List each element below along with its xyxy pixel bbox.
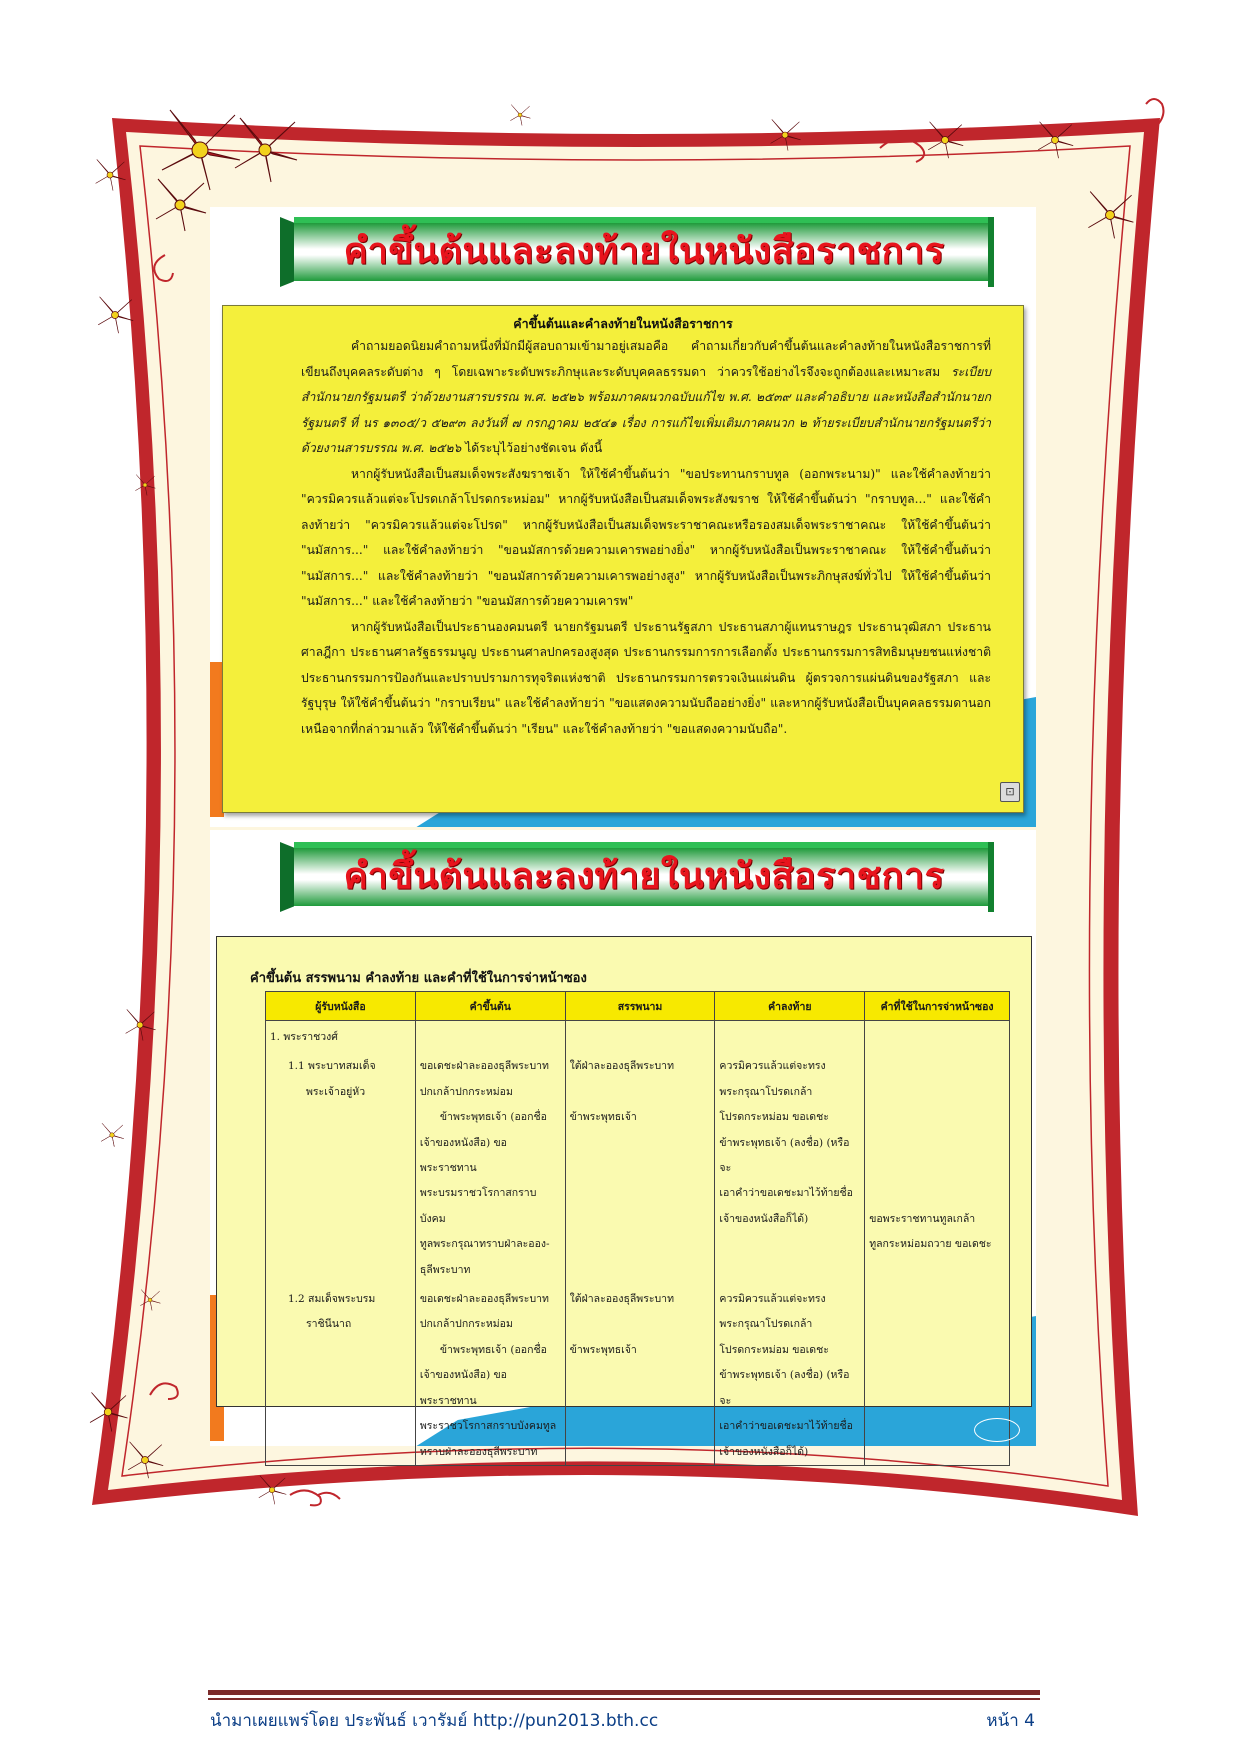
slide-nav-circle-icon[interactable] (974, 1418, 1020, 1442)
row-1-recipient: 1.1 พระบาทสมเด็จ พระเจ้าอยู่หัว (266, 1050, 416, 1283)
paragraph-2-text: หากผู้รับหนังสือเป็นสมเด็จพระสังฆราชเจ้า ให้ใช้คำขึ้นต้นว่า "ขอประทานกราบทูล (ออกพระนาม)" และใช้คำลงท้ายว่า "ควรมิควรแล้วแต่จะโปรดเกล้าโปรดกระหม่อม" หากผู้รับหนังสือเป็นสมเด็จพระสังฆราช ให้ใช้คำขึ้นต้นว่า "กราบทูล..." และใช้คำลงท้ายว่า "ควรมิควรแล้วแต่จะโปรด" หากผู้รับหนังสือเป็นสมเด็จพระราชาคณะหรือรองสมเด็จพระราชาคณะ ให้ใช้คำขึ้นต้นว่า "นมัสการ..." และใช้คำลงท้ายว่า "ขอนมัสการด้วยความเคารพอย่างยิ่ง" หากผู้รับหนังสือเป็นพระราชาคณะ ให้ใช้คำขึ้นต้นว่า "นมัสการ..." และใช้คำลงท้ายว่า "ขอนมัสการด้วยความเคารพอย่างสูง" หากผู้รับหนังสือเป็นพระภิกษุสงฆ์ทั่วไป ให้ใช้คำขึ้นต้นว่า "นมัสการ..." และใช้คำลงท้ายว่า "ขอนมัสการด้วยความเคารพ" (301, 466, 991, 608)
footer-divider-thin (208, 1698, 1040, 1700)
row-2-recipient: 1.2 สมเด็จพระบรม ราชินีนาถ (266, 1283, 416, 1465)
slide-1-banner (280, 217, 994, 287)
slide-2-banner (280, 842, 994, 912)
table-row (266, 1283, 1010, 1465)
footer-credit: นำมาเผยแพร่โดย ประพันธ์ เวารัมย์ http://pun2013.bth.cc (210, 1711, 659, 1731)
slide-1-banner-title: คำขึ้นต้นและลงท้ายในหนังสือราชการ (343, 231, 945, 272)
envelope-cell: ขอพระราชทานทูลเกล้า ทูลกระหม่อมถวาย ขอเดชะ (865, 1050, 1010, 1283)
header-recipient: ผู้รับหนังสือ (266, 992, 416, 1021)
expand-icon[interactable]: ⊡ (1000, 782, 1020, 802)
document-title: คำขึ้นต้นและคำลงท้ายในหนังสือราชการ (513, 316, 733, 331)
slide-1 (210, 207, 1036, 827)
header-closing: คำลงท้าย (715, 992, 865, 1021)
paragraph-3 (223, 615, 1023, 743)
table-caption: คำขึ้นต้น สรรพนาม คำลงท้าย และคำที่ใช้ในการจ่าหน้าซอง (250, 971, 587, 986)
paragraph-1-end: ได้ระบุไว้อย่างชัดเจน ดังนี้ (461, 441, 603, 455)
paragraph-1-intro: คำถามยอดนิยมคำถามหนึ่งที่มักมีผู้สอบถามเข้ามาอยู่เสมอคือ คำถามเกี่ยวกับคำขึ้นต้นและคำลงท้ายในหนังสือราชการที่เขียนถึงบุคคลระดับต่าง ๆ โดยเฉพาะระดับพระภิกษุและระดับบุคคลธรรมดา ว่าควรใช้อย่างไรจึงจะถูกต้องและเหมาะสม (301, 339, 991, 379)
header-pronoun: สรรพนาม (565, 992, 715, 1021)
paragraph-3-text: หากผู้รับหนังสือเป็นประธานองคมนตรี นายกรัฐมนตรี ประธานรัฐสภา ประธานสภาผู้แทนราษฎร ประธานวุฒิสภา ประธานศาลฎีกา ประธานศาลรัฐธรรมนูญ ประธานศาลปกครองสูงสุด ประธานกรรมการการเลือกตั้ง ประธานกรรมการสิทธิมนุษยชนแห่งชาติ ประธานกรรมการป้องกันและปราบปรามการทุจริตแห่งชาติ ประธานกรรมการตรวจเงินแผ่นดิน ผู้ตรวจการแผ่นดินของรัฐสภา และรัฐบุรุษ ให้ใช้คำขึ้นต้นว่า "กราบเรียน" และใช้คำลงท้ายว่า "ขอแสดงความนับถืออย่างยิ่ง" และหากผู้รับหนังสือเป็นบุคคลธรรมดานอกเหนือจากที่กล่าวมาแล้ว ให้ใช้คำขึ้นต้นว่า "เรียน" และใช้คำลงท้ายว่า "ขอแสดงความนับถือ". (301, 619, 991, 736)
row-2-pronoun: ใต้ฝ่าละอองธุลีพระบาท ข้าพระพุทธเจ้า (565, 1283, 715, 1465)
row-1-closing: ควรมิควรแล้วแต่จะทรง พระกรุณาโปรดเกล้า โปรดกระหม่อม ขอเดชะ ข้าพระพุทธเจ้า (ลงชื่อ) (หรือจะ เอาคำว่าขอเดชะมาไว้ท้ายชื่อ เจ้าของหนังสือก็ได้) (715, 1050, 865, 1283)
paragraph-2 (223, 462, 1023, 615)
table-row (266, 1021, 1010, 1051)
forms-of-address-table (265, 991, 1010, 1466)
row-2-closing: ควรมิควรแล้วแต่จะทรง พระกรุณาโปรดเกล้า โปรดกระหม่อม ขอเดชะ ข้าพระพุทธเจ้า (ลงชื่อ) (หรือจะ เอาคำว่าขอเดชะมาไว้ท้ายชื่อ เจ้าของหนังสือก็ได้) (715, 1283, 865, 1465)
header-opening: คำขึ้นต้น (415, 992, 565, 1021)
row-2-opening: ขอเดชะฝ่าละอองธุลีพระบาท ปกเกล้าปกกระหม่อม ข้าพระพุทธเจ้า (ออกชื่อ เจ้าของหนังสือ) ขอพระราชทาน พระราชวโรกาสกราบบังคมทูล ทราบฝ่าละอองธุลีพระบาท (415, 1283, 565, 1465)
page-number: หน้า 4 (986, 1711, 1035, 1731)
slide-2-banner-title: คำขึ้นต้นและลงท้ายในหนังสือราชการ (343, 856, 945, 897)
table-row (266, 1050, 1010, 1283)
slide-1-text-box (222, 305, 1024, 813)
paragraph-1-regulation: ระเบียบสำนักนายกรัฐมนตรี ว่าด้วยงานสารบรรณ พ.ศ. ๒๕๒๖ พร้อมภาคผนวกฉบับแก้ไข พ.ศ. ๒๕๓๙ และคำอธิบาย และหนังสือสำนักนายกรัฐมนตรี ที่ นร ๑๓๐๕/ว ๕๒๙๓ ลงวันที่ ๗ กรกฎาคม ๒๕๔๑ เรื่อง การแก้ไขเพิ่มเติมภาคผนวก ๒ ท้ายระเบียบสำนักนายกรัฐมนตรีว่าด้วยงานสารบรรณ พ.ศ. ๒๕๒๖ (301, 364, 991, 455)
table-header-row (266, 992, 1010, 1021)
slide-2-table-box (216, 936, 1032, 1458)
row-1-opening: ขอเดชะฝ่าละอองธุลีพระบาท ปกเกล้าปกกระหม่อม ข้าพระพุทธเจ้า (ออกชื่อ เจ้าของหนังสือ) ขอพระราชทาน พระบรมราชวโรกาสกราบบังคม ทูลพระกรุณาทราบฝ่าละออง- ธุลีพระบาท (415, 1050, 565, 1283)
slide-2 (210, 830, 1036, 1458)
header-envelope: คำที่ใช้ในการจ่าหน้าซอง (865, 992, 1010, 1021)
footer-divider-thick (208, 1690, 1040, 1695)
section-label: 1. พระราชวงศ์ (266, 1021, 416, 1051)
paragraph-1 (223, 334, 1023, 462)
row-1-pronoun: ใต้ฝ่าละอองธุลีพระบาท ข้าพระพุทธเจ้า (565, 1050, 715, 1283)
